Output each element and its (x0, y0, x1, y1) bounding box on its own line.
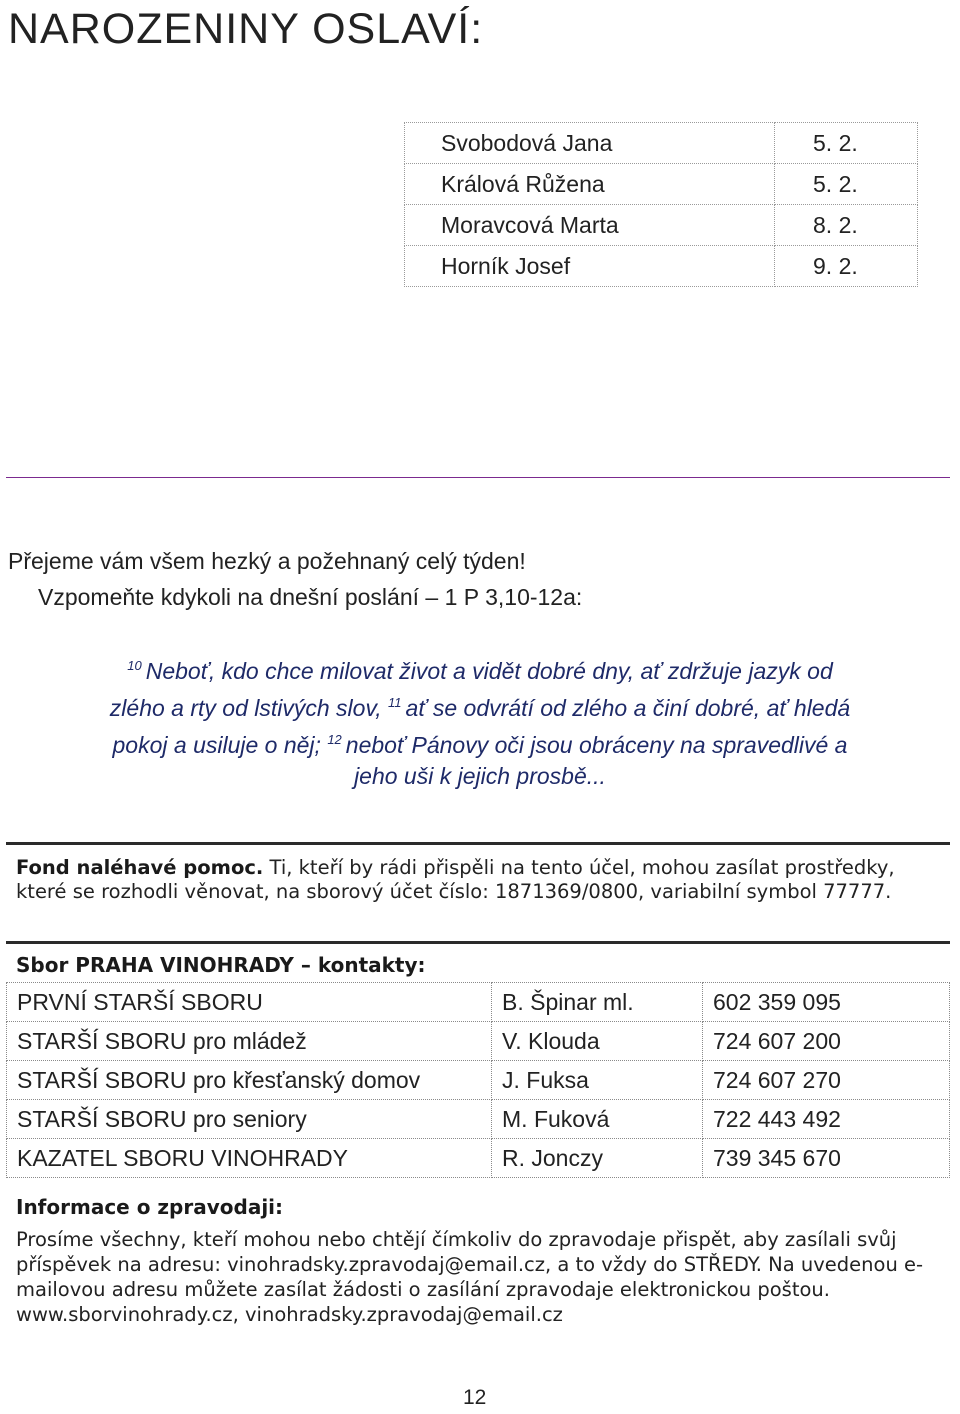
table-row (405, 205, 918, 246)
page-number: 12 (463, 1386, 487, 1409)
contact-person: M. Fuková (492, 1100, 703, 1139)
contact-phone: 724 607 200 (703, 1022, 950, 1061)
greeting-text: Přejeme vám všem hezký a požehnaný celý týden! (8, 548, 526, 574)
reading-line (38, 584, 582, 611)
contacts-table (6, 982, 950, 1178)
fund-notice (16, 856, 916, 904)
birthday-name: Svobodová Jana (405, 123, 775, 164)
contact-person: B. Špinar ml. (492, 983, 703, 1022)
birthday-date: 9. 2. (775, 246, 918, 287)
birthday-date: 5. 2. (775, 123, 918, 164)
section-divider (6, 842, 950, 845)
table-row (405, 123, 918, 164)
contact-person: V. Klouda (492, 1022, 703, 1061)
contact-phone: 739 345 670 (703, 1139, 950, 1178)
verse-text: Neboť, kdo chce milovat život a vidět dobré dny, ať zdržuje jazyk od zlého a rty od lstivých slov, (109, 658, 833, 721)
table-row (7, 1100, 950, 1139)
table-row (7, 1139, 950, 1178)
contact-role: STARŠÍ SBORU pro mládež (7, 1022, 492, 1061)
contact-role: KAZATEL SBORU VINOHRADY (7, 1139, 492, 1178)
reading-suffix: : (575, 584, 583, 610)
birthday-date: 8. 2. (775, 205, 918, 246)
bible-verse (100, 650, 860, 792)
verse-text: ať se odvrátí od zlého a činí dobré, ať hledá pokoj a usiluje o něj; (112, 695, 851, 758)
contact-role: STARŠÍ SBORU pro seniory (7, 1100, 492, 1139)
info-section (16, 1227, 946, 1327)
birthday-name: Moravcová Marta (405, 205, 775, 246)
verse-paragraph (100, 650, 860, 792)
contacts-heading: Sbor PRAHA VINOHRADY – kontakty: (16, 953, 426, 977)
fund-text: Ti, kteří by rádi přispěli na tento účel, mohou zasílat prostředky, které se rozhodli věnovat, na sborový účet číslo: 1871369/0800, variabilní symbol 77777. (16, 856, 895, 903)
table-row (7, 1022, 950, 1061)
birthday-name: Horník Josef (405, 246, 775, 287)
verse-number: 12 (327, 732, 342, 747)
contact-person: R. Jonczy (492, 1139, 703, 1178)
reading-prefix: Vzpomeňte kdykoli na dnešní poslání – (38, 584, 445, 610)
reading-reference: 1 P 3,10-12a (444, 584, 576, 610)
birthday-date: 5. 2. (775, 164, 918, 205)
contact-role: PRVNÍ STARŠÍ SBORU (7, 983, 492, 1022)
table-row (7, 1061, 950, 1100)
birthday-name: Králová Růžena (405, 164, 775, 205)
table-row (405, 246, 918, 287)
table-row (7, 983, 950, 1022)
info-heading: Informace o zpravodaji: (16, 1195, 284, 1219)
info-text: Prosíme všechny, kteří mohou nebo chtějí čímkoliv do zpravodaje přispět, aby zasílali svůj příspěvek na adresu: vinohradsky.zpravodaj@email.cz, a to vždy do STŘEDY. Na uvedenou e-mailovou adresu můžete zasílat žádosti o zasílání zpravodaje elektronickou poštou. (16, 1228, 924, 1301)
section-divider (6, 941, 950, 944)
section-divider (6, 477, 950, 478)
contact-phone: 724 607 270 (703, 1061, 950, 1100)
verse-text: neboť Pánovy oči jsou obráceny na spravedlivé a jeho uši k jejich prosbě... (345, 732, 848, 789)
fund-heading: Fond naléhavé pomoc. (16, 856, 264, 879)
info-links: www.sborvinohrady.cz, vinohradsky.zpravodaj@email.cz (16, 1303, 563, 1326)
contact-person: J. Fuksa (492, 1061, 703, 1100)
contact-phone: 722 443 492 (703, 1100, 950, 1139)
verse-number: 10 (127, 658, 142, 673)
page-title: NAROZENINY OSLAVÍ: (8, 5, 484, 53)
contact-role: STARŠÍ SBORU pro křesťanský domov (7, 1061, 492, 1100)
table-row (405, 164, 918, 205)
verse-number: 11 (388, 695, 402, 710)
contact-phone: 602 359 095 (703, 983, 950, 1022)
birthdays-table (404, 122, 918, 287)
